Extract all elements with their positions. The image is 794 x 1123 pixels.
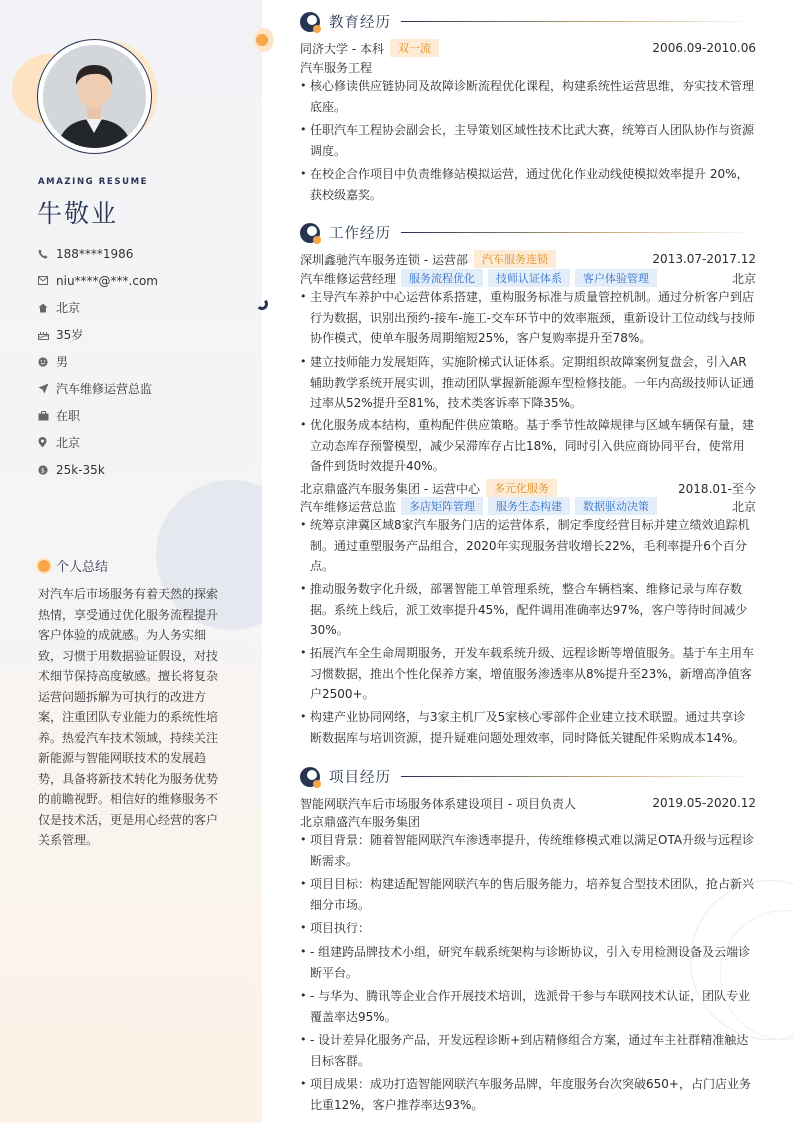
project-bullet: • 项目执行：: [300, 918, 756, 939]
info-location: [38, 294, 253, 321]
status-value: 在职: [56, 409, 81, 423]
summary-text: 对汽车后市场服务有着天然的探索热情，享受通过优化服务流程提升客户体验的成就感。为人务实细致，习惯于用数据验证假设，对技术细节保持高度敏感。擅长将复杂运营问题拆解为可执行的改进方案，注重团队专业能力的系统性培养。热爱汽车技术领域，持续关注新能源与智能网联技术的发展趋势，具备将新技术转化为服务优势的前瞻视野。相信好的维修服务不仅是技术活，更是用心经营的客户关系管理。: [38, 587, 219, 847]
briefcase-icon: [38, 411, 56, 421]
project-title: 项目经历: [329, 770, 391, 786]
section-divider: [401, 21, 756, 22]
job-city: 北京: [731, 271, 756, 286]
job-bullet: • 推动服务数字化升级，部署智能工单管理系统，整合车辆档案、维修记录与库存数据。系统上线后，派工效率提升45%，配件调用准确率达97%，客户等待时间减少30%。: [300, 579, 756, 641]
email-value: niu****@***.com: [56, 273, 158, 288]
skill-tag: 客户体验管理: [575, 269, 657, 287]
decorative-half-circle: [254, 28, 274, 52]
svg-text:$: $: [40, 465, 46, 474]
project-org: 北京鼎盛汽车服务集团: [300, 814, 421, 829]
tagline: AMAZING RESUME: [38, 177, 149, 187]
money-icon: [38, 465, 56, 475]
info-city: [38, 429, 253, 456]
summary-dot-icon: [38, 560, 50, 572]
contact-info-list: [38, 240, 253, 483]
project-bullet: • 项目背景：随着智能网联汽车渗透率提升，传统维修模式难以满足OTA升级与远程诊断需求。: [300, 830, 756, 871]
job-bullet: • 构建产业协同网络，与3家主机厂及5家核心零部件企业建立技术联盟。通过共享诊断数据库与培训资源，提升疑难问题处理效率，同时降低关键配件采购成本14%。: [300, 707, 756, 748]
education-title: 教育经历: [329, 15, 391, 31]
skill-tag: 多店矩阵管理: [401, 497, 483, 515]
education-heading: [300, 11, 756, 32]
school-tag: 双一流: [390, 39, 439, 57]
avatar-photo: [43, 45, 146, 148]
age-value: 35岁: [56, 328, 84, 342]
job-city: 北京: [731, 499, 756, 514]
job-bullet: • 统筹京津冀区域8家汽车服务门店的运营体系，制定季度经营目标并建立绩效追踪机制。通过重塑服务产品组合，2020年实现服务营收增长22%，毛利率提升6个百分点。: [300, 515, 756, 577]
project-row: [300, 794, 756, 812]
mail-icon: [38, 276, 56, 285]
cake-icon: [38, 330, 56, 340]
job-header-row: [300, 250, 756, 268]
phone-value: 188****1986: [56, 246, 134, 261]
info-salary: [38, 456, 253, 483]
education-date: 2006.09-2010.06: [652, 41, 756, 55]
project-bullet: • - 与华为、腾讯等企业合作开展技术培训，选派骨干参与车联网技术认证，团队专业覆盖率达95%。: [300, 986, 756, 1027]
position-value: 汽车维修运营总监: [56, 382, 153, 396]
summary-title: 个人总结: [56, 560, 109, 575]
job-date: 2018.01-至今: [678, 481, 756, 496]
job-role: 汽车维修运营总监: [300, 499, 397, 514]
section-icon: [300, 12, 320, 32]
person-portrait-icon: [43, 45, 146, 148]
project-bullet: • - 设计差异化服务产品，开发远程诊断+到店精修组合方案，通过车主社群精准触达目标客群。: [300, 1030, 756, 1071]
education-bullet: • 在校企合作项目中负责维修站模拟运营，通过优化作业动线使模拟效率提升 20%，获校级嘉奖。: [300, 164, 756, 205]
decorative-arc: [256, 298, 268, 310]
candidate-name: 牛敬业: [37, 199, 119, 228]
info-phone: [38, 240, 253, 267]
job-role: 汽车维修运营经理: [300, 271, 397, 286]
info-age: [38, 321, 253, 348]
salary-value: 25k-35k: [56, 462, 105, 477]
project-heading: [300, 766, 756, 787]
project-bullet: • - 组建跨品牌技术小组，研究车载系统架构与诊断协议，引入专用检测设备及云端诊断平台。: [300, 942, 756, 983]
section-icon: [300, 767, 320, 787]
info-gender: [38, 348, 253, 375]
job-tag: 多元化服务: [486, 479, 557, 497]
job-company: 深圳鑫驰汽车服务连锁 - 运营部: [300, 252, 468, 267]
job-bullet: • 优化服务成本结构，重构配件供应策略。基于季节性故障规律与区域车辆保有量，建立动态库存预警模型，减少呆滞库存占比18%，同时引入供应商协同平台，使常用备件到货时效提升40%。: [300, 415, 756, 477]
avatar: [37, 39, 152, 154]
job-company: 北京鼎盛汽车服务集团 - 运营中心: [300, 481, 480, 496]
summary-heading: [38, 556, 108, 575]
section-divider: [401, 776, 756, 777]
major: 汽车服务工程: [300, 60, 373, 75]
skill-tag: 数据驱动决策: [575, 497, 657, 515]
section-icon: [300, 223, 320, 243]
map-pin-icon: [38, 437, 56, 448]
job-bullet: • 拓展汽车全生命周期服务，开发车载系统升级、远程诊断等增值服务。基于车主用车习惯数据，推出个性化保养方案，增值服务渗透率从8%提升至23%，新增高净值客户2500+。: [300, 643, 756, 705]
sidebar: [0, 0, 262, 1123]
phone-icon: [38, 249, 56, 259]
job-role-row: [300, 269, 756, 287]
skill-tag: 技师认证体系: [488, 269, 570, 287]
work-heading: [300, 222, 756, 243]
job-tag: 汽车服务连锁: [474, 250, 556, 268]
project-org-row: [300, 812, 756, 830]
school: 同济大学 - 本科: [300, 41, 384, 56]
work-title: 工作经历: [329, 226, 391, 242]
info-position: [38, 375, 253, 402]
major-row: [300, 58, 756, 76]
education-bullet: • 任职汽车工程协会副会长，主导策划区域性技术比武大赛，统筹百人团队协作与资源调度。: [300, 120, 756, 161]
send-icon: [38, 383, 56, 394]
location-value: 北京: [56, 301, 81, 315]
skill-tag: 服务生态构建: [488, 497, 570, 515]
project-name: 智能网联汽车后市场服务体系建设项目 - 项目负责人: [300, 796, 576, 811]
job-date: 2013.07-2017.12: [652, 252, 756, 266]
job-bullet: • 建立技师能力发展矩阵，实施阶梯式认证体系。定期组织故障案例复盘会，引入AR辅助教学系统开展实训，推动团队掌握新能源车型检修技能。一年内高级技师认证通过率从52%提升至81%，技术类客诉率下降35%。: [300, 352, 756, 414]
info-status: [38, 402, 253, 429]
education-bullet: • 核心修读供应链协同及故障诊断流程优化课程，构建系统性运营思维，夯实技术管理底座。: [300, 76, 756, 117]
skill-tag: 服务流程优化: [401, 269, 483, 287]
smiley-icon: [38, 357, 56, 367]
section-divider: [401, 232, 756, 233]
project-date: 2019.05-2020.12: [652, 796, 756, 810]
job-header-row: [300, 479, 756, 497]
job-bullet: • 主导汽车养护中心运营体系搭建，重构服务标准与质量管控机制。通过分析客户到店行为数据，识别出预约-接车-施工-交车环节中的效率瓶颈，重新设计工位动线与技师协作模式，使单车服务周期缩短25%，客户复购率提升至78%。: [300, 287, 756, 349]
education-row: [300, 39, 756, 57]
project-bullet: • 项目成果：成功打造智能网联汽车服务品牌，年度服务台次突破650+，占门店业务比重12%，客户推荐率达93%。: [300, 1074, 756, 1115]
gender-value: 男: [56, 355, 69, 369]
city-value: 北京: [56, 436, 81, 450]
home-icon: [38, 303, 56, 313]
info-email: [38, 267, 253, 294]
job-role-row: [300, 497, 756, 515]
project-bullet: • 项目目标：构建适配智能网联汽车的售后服务能力，培养复合型技术团队，抢占新兴细分市场。: [300, 874, 756, 915]
